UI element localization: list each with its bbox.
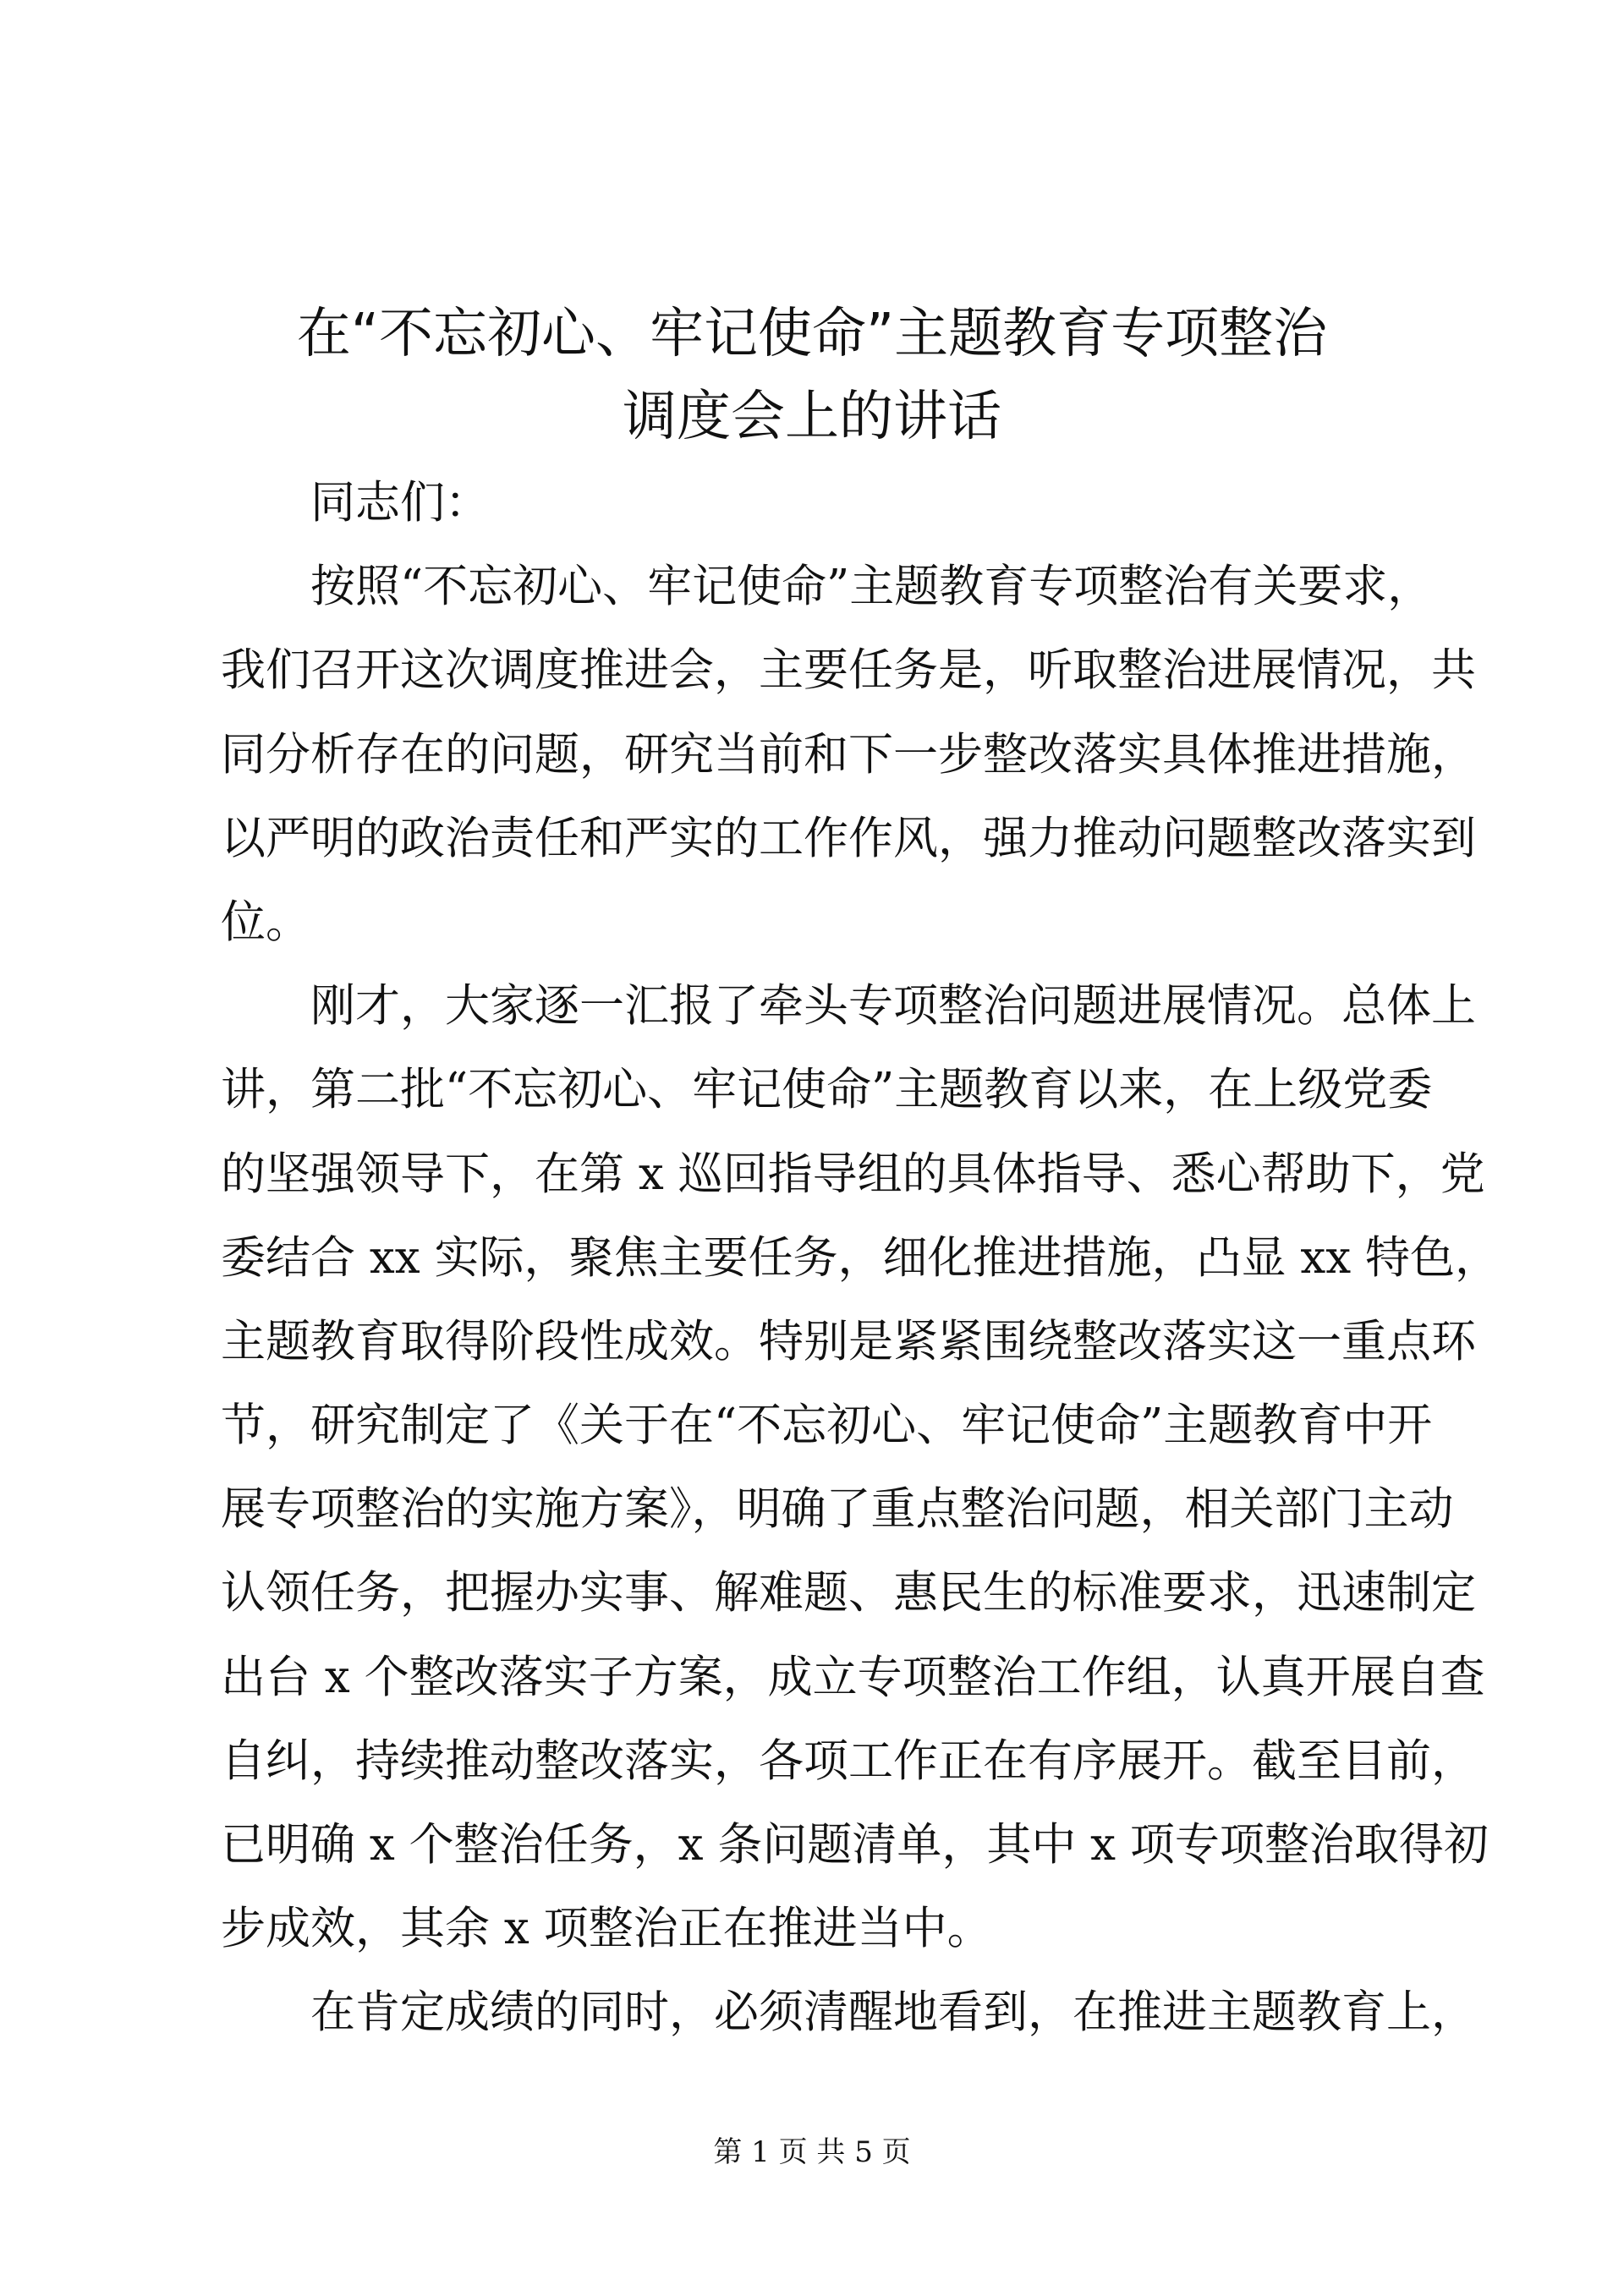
paragraph-line: 自纠，持续推动整改落实，各项工作正在有序展开。截至目前， — [221, 1734, 1476, 1787]
paragraph-line: 委结合 xx 实际，聚焦主要任务，细化推进措施，凸显 xx 特色， — [221, 1231, 1500, 1284]
document-title-line-1: 在“不忘初心、牢记使命”主题教育专项整治 — [296, 303, 1328, 365]
paragraph — [221, 1970, 1476, 2054]
paragraph-line: 以严明的政治责任和严实的工作作风，强力推动问题整改落实到 — [221, 812, 1476, 864]
paragraph-line: 认领任务，把握办实事、解难题、惠民生的标准要求，迅速制定 — [221, 1567, 1476, 1619]
paragraph-line: 我们召开这次调度推进会，主要任务是，听取整治进展情况，共 — [221, 644, 1476, 697]
paragraph-line: 刚才，大家逐一汇报了牵头专项整治问题进展情况。总体上 — [310, 980, 1476, 1033]
document-body — [221, 461, 1500, 2055]
paragraph-line: 出台 x 个整改落实子方案，成立专项整治工作组，认真开展自查 — [221, 1651, 1485, 1703]
paragraph-line: 在肯定成绩的同时，必须清醒地看到，在推进主题教育上， — [310, 1986, 1476, 2039]
document-title-line-2: 调度会上的讲话 — [623, 386, 1001, 448]
paragraph-line: 按照“不忘初心、牢记使命”主题教育专项整治有关要求， — [310, 561, 1433, 613]
paragraph-line: 步成效，其余 x 项整治正在推进当中。 — [221, 1903, 992, 1955]
paragraph-line: 同分析存在的问题，研究当前和下一步整改落实具体推进措施， — [221, 728, 1476, 781]
paragraph-line: 主题教育取得阶段性成效。特别是紧紧围绕整改落实这一重点环 — [221, 1315, 1476, 1367]
paragraph — [221, 964, 1500, 1970]
paragraph-line: 同志们： — [310, 477, 490, 529]
paragraph-line: 位。 — [221, 896, 310, 948]
page-footer: 第 1 页 共 5 页 — [713, 2135, 911, 2169]
paragraph-line: 的坚强领导下，在第 x 巡回指导组的具体指导、悉心帮助下，党 — [221, 1148, 1485, 1200]
paragraph-line: 已明确 x 个整治任务，x 条问题清单，其中 x 项专项整治取得初 — [221, 1819, 1489, 1871]
paragraph-line: 展专项整治的实施方案》，明确了重点整治问题，相关部门主动 — [221, 1483, 1454, 1536]
paragraph-line: 节，研究制定了《关于在“不忘初心、牢记使命”主题教育中开 — [221, 1400, 1433, 1452]
paragraph — [221, 461, 1427, 545]
paragraph — [221, 545, 1476, 964]
paragraph-line: 讲，第二批“不忘初心、牢记使命”主题教育以来，在上级党委 — [221, 1064, 1433, 1116]
